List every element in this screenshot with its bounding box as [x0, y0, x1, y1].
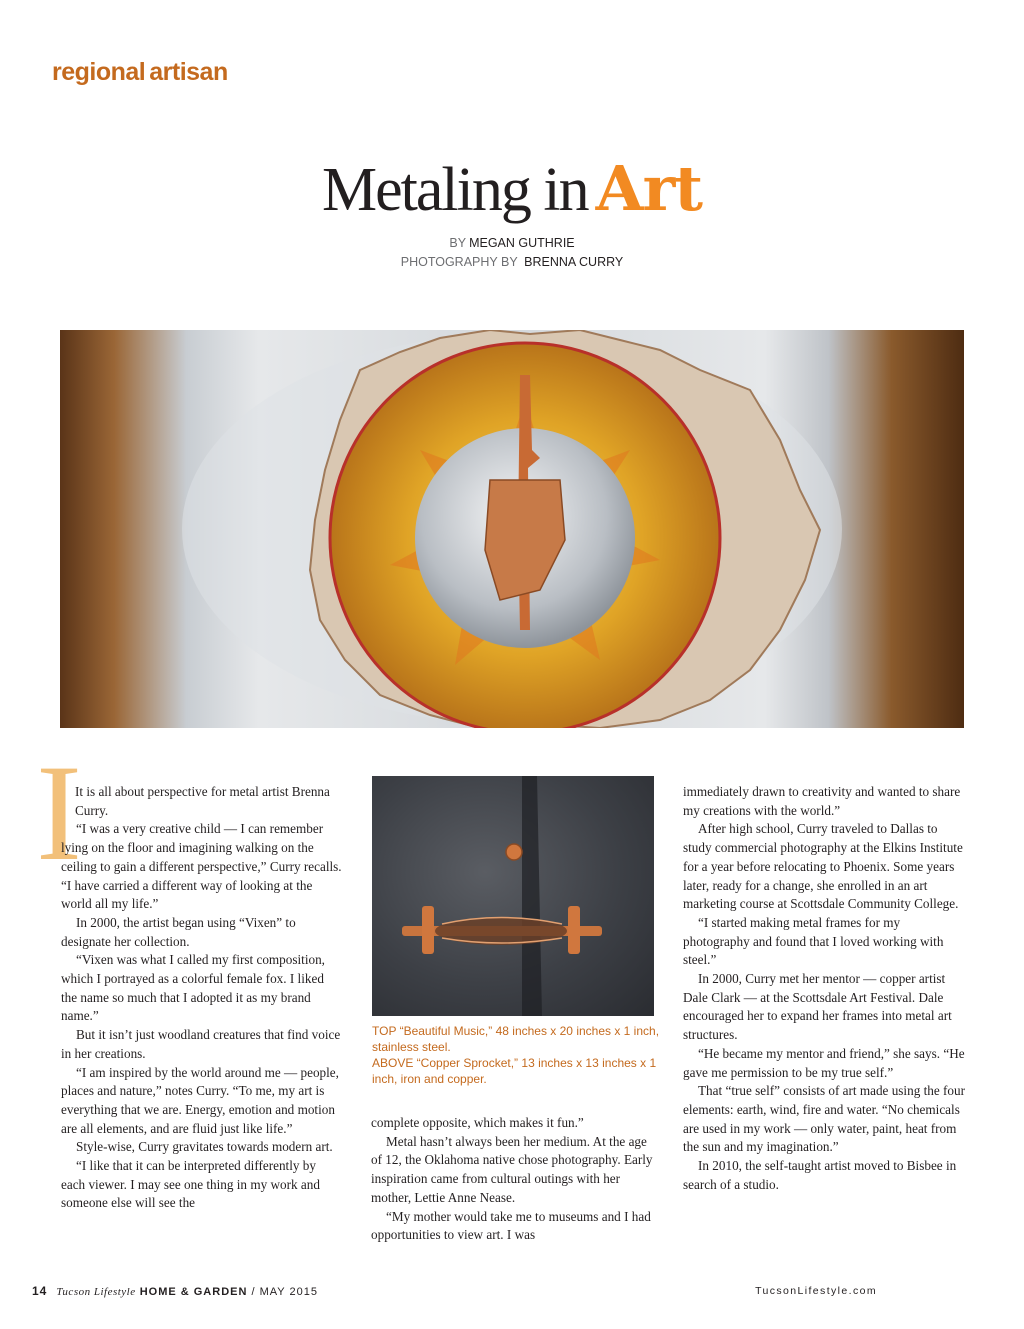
magazine-section: HOME & GARDEN [139, 1286, 248, 1298]
article-headline [0, 152, 1024, 226]
page-number: 14 [32, 1284, 48, 1298]
article-column-3 [683, 783, 965, 1194]
paragraph: But it isn’t just woodland creatures that find voice in her creations. [61, 1027, 341, 1061]
paragraph: It is all about perspective for metal artist Brenna Curry. [75, 784, 330, 818]
paragraph: “I like that it can be interpreted differently by each viewer. I may see one thing in my work and someone else will see the [61, 1158, 320, 1211]
paragraph: “I started making metal frames for my photography and found that I loved working with steel.” [683, 914, 944, 968]
photo-caption [372, 1023, 662, 1087]
drop-cap: I [36, 736, 82, 889]
paragraph: “My mother would take me to museums and I had opportunities to view art. I was [371, 1208, 651, 1243]
paragraph: In 2010, the self-taught artist moved to Bisbee in search of a studio. [683, 1158, 957, 1192]
photo-credit [0, 253, 1024, 272]
photographer-name: BRENNA CURRY [524, 255, 624, 269]
author-label: BY [449, 236, 467, 250]
copper-sprocket-artwork [372, 776, 654, 1016]
paragraph: “I was a very creative child — I can remember lying on the floor and imagining walking on the ceiling to gain a different perspective,” Curry recalls. “I have carried a different way of looking at the world all my life.” [61, 821, 342, 912]
headline-accent: Art [595, 152, 702, 225]
paragraph: immediately drawn to creativity and wanted to share my creations with the world.” [683, 784, 961, 818]
paragraph: “I am inspired by the world around me — people, places and nature,” notes Curry. “To me, my art is everything that we are. Energy, emotion and motion are all elements, and are fluid just like life.” [61, 1064, 339, 1136]
author-name: MEGAN GUTHRIE [469, 236, 575, 250]
page-footer [32, 1284, 318, 1298]
paragraph: Metal hasn’t always been her medium. At the age of 12, the Oklahoma native chose photography. Early inspiration came from cultural outings with her mother, Lettie Anne Nease. [371, 1133, 653, 1205]
caption-top: TOP “Beautiful Music,” 48 inches x 20 inches x 1 inch, stainless steel. [372, 1024, 660, 1054]
article-column-1 [61, 783, 343, 1213]
magazine-name: Tucson Lifestyle [56, 1286, 136, 1298]
section-label-artisan: artisan [149, 58, 228, 86]
paragraph: In 2000, the artist began using “Vixen” to designate her collection. [61, 914, 296, 949]
footer-separator: / [251, 1286, 256, 1298]
paragraph: That “true self” consists of art made using the four elements: earth, wind, fire and water. “No chemicals are used in my work — only water, paint, heat from the sun and my imagination.” [683, 1083, 965, 1155]
section-label-regional: regional [52, 58, 146, 86]
paragraph: Style-wise, Curry gravitates towards modern art. [76, 1139, 333, 1155]
headline-main: Metaling in [322, 156, 588, 224]
section-label [52, 58, 228, 87]
beautiful-music-artwork [60, 330, 964, 728]
copper-sprocket-photo [372, 776, 654, 1016]
paragraph: After high school, Curry traveled to Dallas to study commercial photography at the Elkins Institute for a year before relocating to Phoenix. Some years later, ready for a change, she enrolled in an art marketing course at Scottsdale Community College. [683, 821, 963, 912]
paragraph: complete opposite, which makes it fun.” [371, 1115, 584, 1130]
paragraph: “He became my mentor and friend,” she says. “He gave me permission to be my true self.” [683, 1045, 965, 1080]
issue-date: MAY 2015 [259, 1286, 318, 1298]
byline [0, 234, 1024, 272]
caption-above: ABOVE “Copper Sprocket,” 13 inches x 13 inches x 1 inch, iron and copper. [372, 1056, 657, 1086]
hero-artwork-photo [60, 330, 964, 728]
paragraph: In 2000, Curry met her mentor — copper artist Dale Clark — at the Scottsdale Art Festival. Dale encouraged her to expand her frames into metal art structures. [683, 971, 952, 1043]
paragraph: “Vixen was what I called my first composition, which I portrayed as a colorful female fox. I liked the name so much that I adopted it as my brand name.” [61, 952, 325, 1024]
author-credit [0, 234, 1024, 253]
photo-label: PHOTOGRAPHY BY [400, 255, 518, 269]
website-url: TucsonLifestyle.com [755, 1285, 877, 1297]
article-column-2 [371, 1114, 653, 1245]
